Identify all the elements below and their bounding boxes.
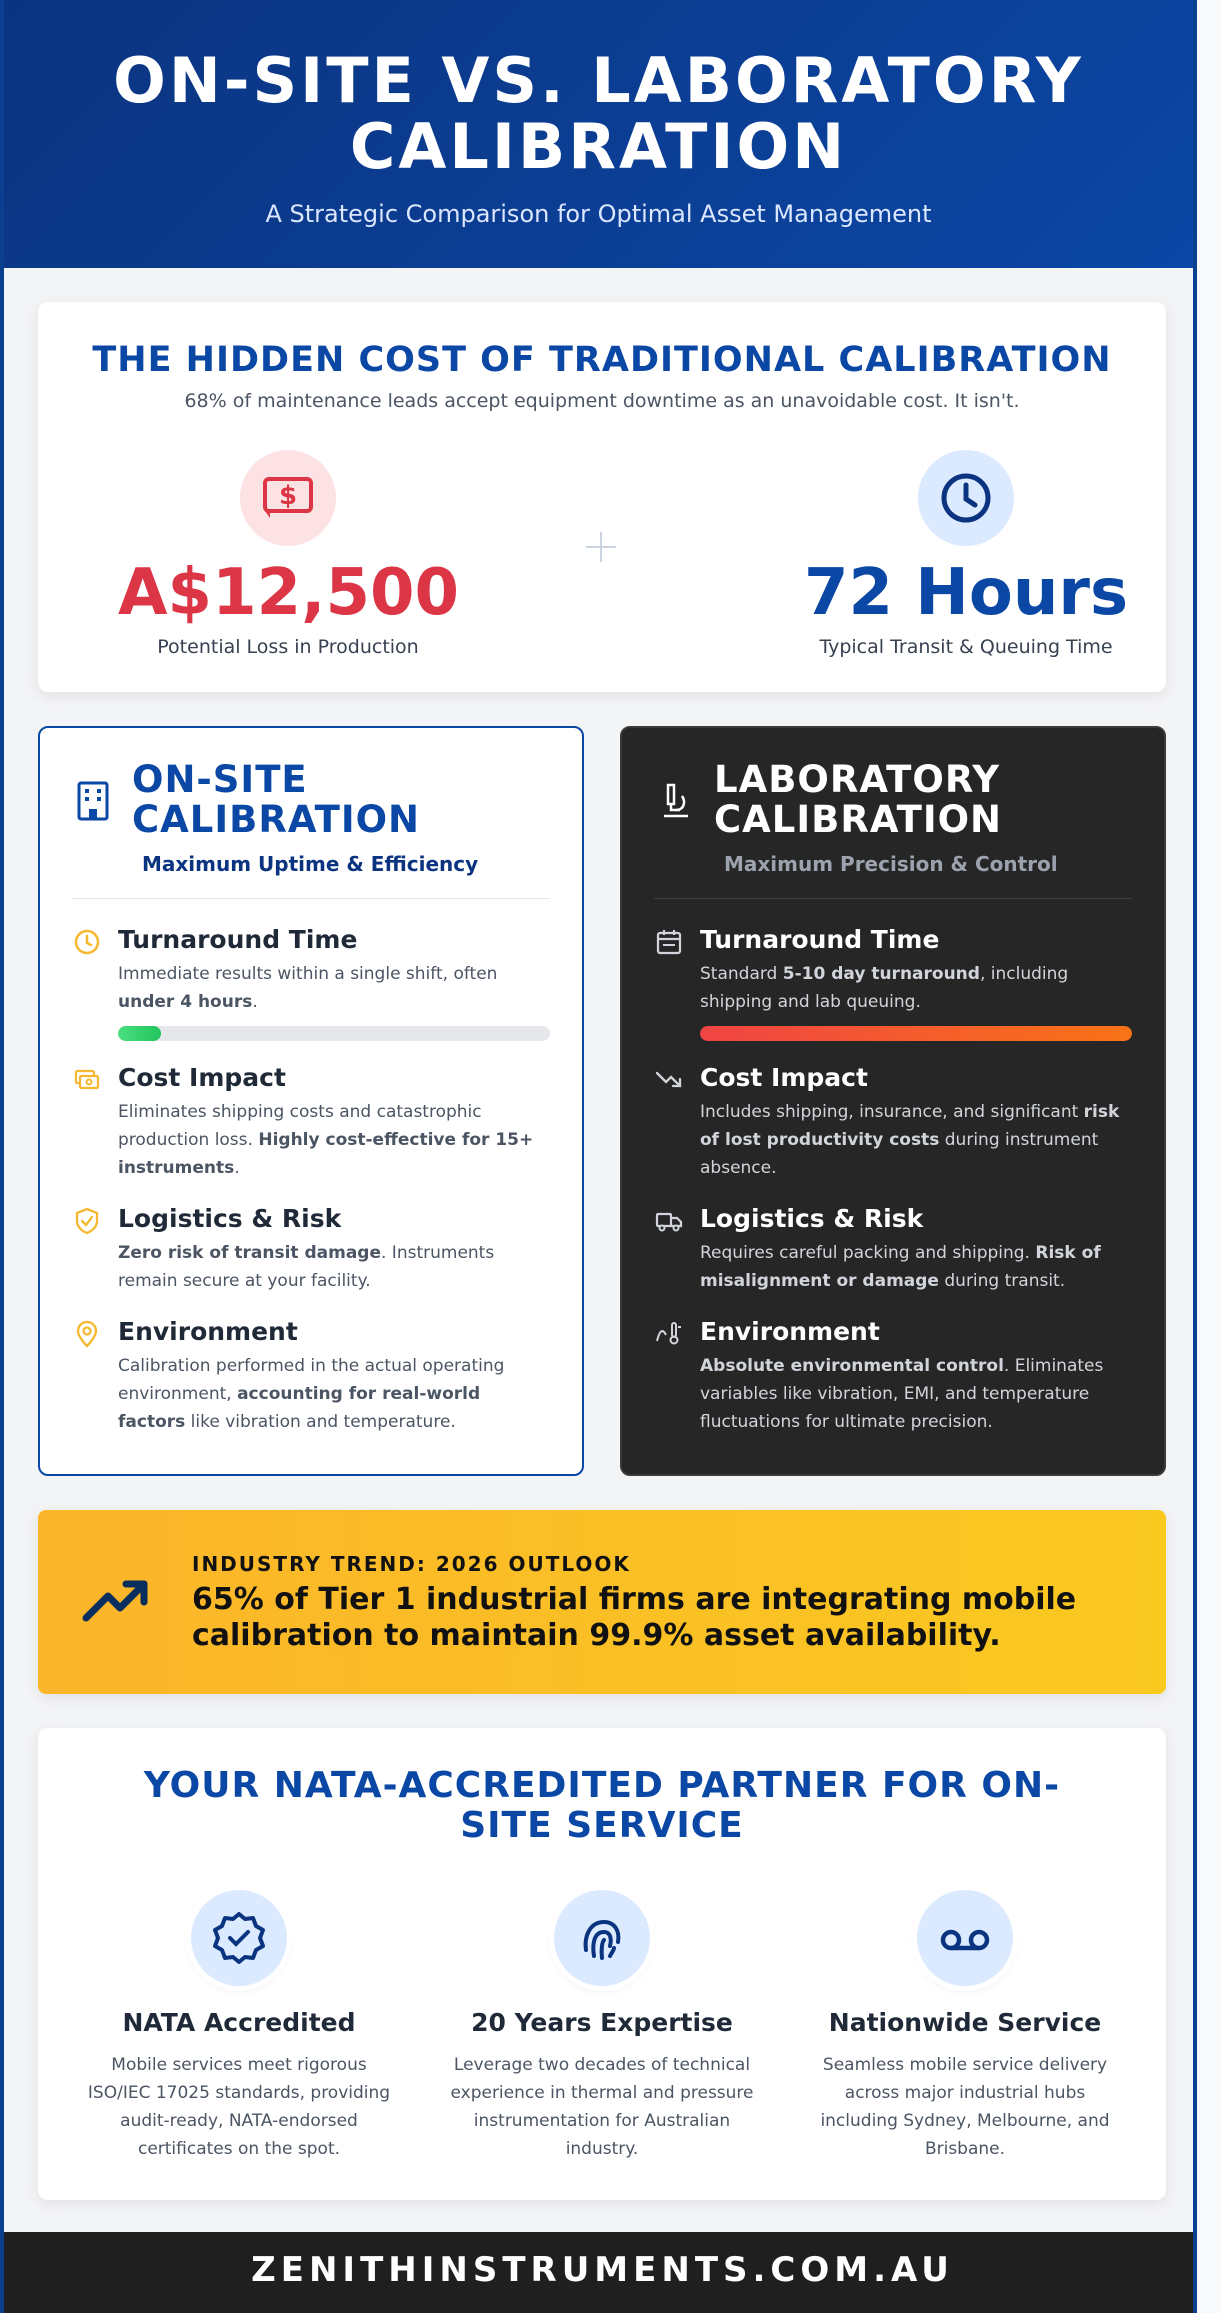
thermometer-wave-icon [654,1319,684,1349]
page-subtitle: A Strategic Comparison for Optimal Asset Management [265,200,932,228]
stat-production-loss [118,450,458,658]
lab-tagline: Maximum Precision & Control [724,852,1058,876]
fingerprint-icon [554,1890,650,1986]
partner-card [38,1728,1166,2200]
page-margin [1197,0,1221,2313]
trend-message: 65% of Tier 1 industrial firms are integrating mobile calibration to maintain 99.9% asset availability. [192,1582,1077,1653]
progress-fill [118,1026,161,1041]
plus-divider-icon [586,532,616,562]
item-heading: Cost Impact [118,1063,286,1092]
item-text: Eliminates shipping costs and catastrophic production loss. Highly cost-effective for 15+ instruments. [118,1102,534,1178]
item-text: Standard 5-10 day turnaround, including shipping and lab queuing. [700,964,1069,1012]
hero-header [4,0,1193,268]
feature-text: Mobile services meet rigorous ISO/IEC 17025 standards, providing audit-ready, NATA-endorsed certificates on the spot. [87,2055,391,2159]
item-text: Includes shipping, insurance, and significant risk of lost productivity costs during instrument absence. [700,1102,1120,1178]
onsite-column [38,726,584,1476]
feature-text: Leverage two decades of technical experience in thermal and pressure instrumentation for Australian industry. [450,2055,754,2159]
feature-text: Seamless mobile service delivery across major industrial hubs including Sydney, Melbourne, and Brisbane. [820,2055,1110,2159]
stat-label: Typical Transit & Queuing Time [819,636,1113,658]
onsite-environment [72,1317,550,1436]
stat-transit-time [796,450,1136,658]
lab-environment [654,1317,1132,1436]
item-heading: Logistics & Risk [700,1204,924,1233]
feature-heading: NATA Accredited [122,2008,356,2037]
clock-icon [918,450,1014,546]
divider [654,898,1132,899]
item-heading: Logistics & Risk [118,1204,342,1233]
feature-heading: 20 Years Expertise [471,2008,733,2037]
hidden-cost-card [38,302,1166,692]
page-title: ON-SITE VS. LABORATORY CALIBRATION [113,44,1084,183]
svg-text:$: $ [278,481,298,511]
lab-logistics [654,1204,1132,1295]
item-text: Immediate results within a single shift, often under 4 hours. [118,964,498,1012]
microscope-icon [654,780,696,822]
trend-kicker: INDUSTRY TREND: 2026 OUTLOOK [192,1552,631,1576]
onsite-logistics [72,1204,550,1295]
money-icon [240,450,336,546]
cash-icon [72,1065,102,1095]
item-text: Zero risk of transit damage. Instruments remain secure at your facility. [118,1243,495,1291]
onsite-tagline: Maximum Uptime & Efficiency [142,852,479,876]
footer-website[interactable]: ZENITHINSTRUMENTS.COM.AU [4,2232,1197,2313]
feature-heading: Nationwide Service [828,2008,1102,2037]
badge-check-icon [191,1890,287,1986]
turnaround-progress-bar [118,1026,550,1041]
turnaround-progress-bar [700,1026,1132,1041]
item-text: Absolute environmental control. Eliminates variables like vibration, EMI, and temperature fluctuations for ultimate precision. [700,1356,1104,1432]
onsite-title: ON-SITE CALIBRATION [132,758,421,841]
stat-value: A$12,500 [118,556,460,630]
lab-turnaround [654,925,1132,1041]
lab-cost [654,1063,1132,1182]
stat-value: 72 Hours [803,556,1129,630]
industry-trend-banner [38,1510,1166,1694]
feature-nata [74,1890,404,2163]
trending-up-icon [82,1576,154,1628]
item-text: Calibration performed in the actual operating environment, accounting for real-world factors like vibration and temperature. [118,1356,505,1432]
stat-label: Potential Loss in Production [157,636,419,658]
progress-fill [700,1026,1132,1041]
lab-title: LABORATORY CALIBRATION [714,758,1003,841]
clock-icon [72,927,102,957]
divider [72,898,550,899]
feature-nationwide [800,1890,1130,2163]
calendar-icon [654,927,684,957]
hidden-cost-subtitle: 68% of maintenance leads accept equipment downtime as an unavoidable cost. It isn't. [184,390,1020,412]
item-heading: Cost Impact [700,1063,868,1092]
feature-expertise [437,1890,767,2163]
shield-check-icon [72,1206,102,1236]
hidden-cost-title: THE HIDDEN COST OF TRADITIONAL CALIBRATION [92,340,1112,380]
item-heading: Environment [700,1317,880,1346]
building-icon [72,780,114,822]
voicemail-icon [917,1890,1013,1986]
item-heading: Turnaround Time [118,925,358,954]
onsite-turnaround [72,925,550,1041]
truck-icon [654,1206,684,1236]
lab-column [620,726,1166,1476]
partner-title: YOUR NATA-ACCREDITED PARTNER FOR ON-SITE SERVICE [143,1765,1061,1846]
item-text: Requires careful packing and shipping. Risk of misalignment or damage during transit. [700,1243,1101,1291]
item-heading: Turnaround Time [700,925,940,954]
item-heading: Environment [118,1317,298,1346]
trending-down-icon [654,1065,684,1095]
map-pin-icon [72,1319,102,1349]
onsite-cost [72,1063,550,1182]
